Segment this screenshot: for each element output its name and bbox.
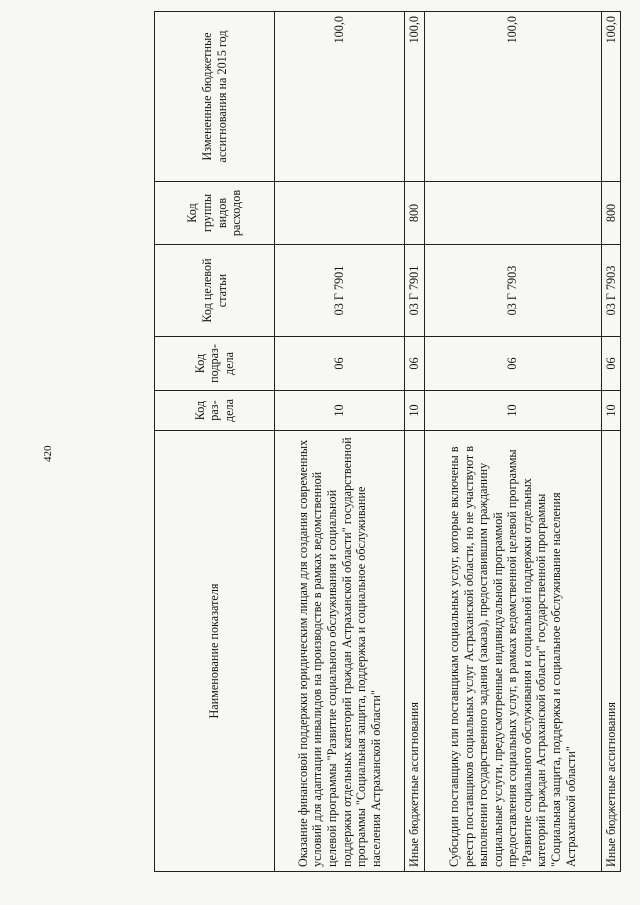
table-row <box>275 12 405 872</box>
header-razdel: Код раз-дела <box>155 391 275 431</box>
cell-amount: 100,0 <box>405 12 425 182</box>
table-header-row <box>155 12 275 872</box>
header-podrazdel: Код подраз-дела <box>155 337 275 391</box>
cell-podrazdel: 06 <box>601 337 621 391</box>
cell-razdel: 10 <box>601 391 621 431</box>
cell-vid: 800 <box>405 182 425 245</box>
page-number: 420 <box>42 445 54 462</box>
cell-name: Иные бюджетные ассигнования <box>601 431 621 872</box>
budget-table <box>154 11 621 872</box>
cell-statya: 03 Г 7903 <box>424 245 601 337</box>
table-row <box>424 12 601 872</box>
header-name: Наименование показателя <box>155 431 275 872</box>
cell-amount: 100,0 <box>424 12 601 182</box>
cell-podrazdel: 06 <box>275 337 405 391</box>
cell-razdel: 10 <box>405 391 425 431</box>
cell-vid <box>275 182 405 245</box>
budget-table-frame <box>154 12 618 872</box>
cell-razdel: 10 <box>275 391 405 431</box>
cell-name: Оказание финансовой поддержки юридическим лицам для создания современных условий для адаптации инвалидов на производстве в рамках ведомственной целевой программы "Развитие социального обслуживания и социальной поддержки отдельных категорий граждан Астраханской области" государственной программы "Социальная защита, поддержка и социальное обслуживание населения Астраханской области" <box>275 431 405 872</box>
cell-podrazdel: 06 <box>424 337 601 391</box>
table-row <box>405 12 425 872</box>
cell-razdel: 10 <box>424 391 601 431</box>
cell-name: Субсидии поставщику или поставщикам социальных услуг, которые включены в реестр поставщиков социальных услуг Астраханской области, но не участвуют в выполнении государственного задания (заказа), предоставившим гражданину социальные услуги, предусмотренные индивидуальной программой предоставления социальных услуг, в рамках ведомственной целевой программы "Развитие социального обслуживания и социальной поддержки отдельных категорий граждан Астраханской области" государственной программы "Социальная защита, поддержка и социальное обслуживание населения Астраханской области" <box>424 431 601 872</box>
cell-podrazdel: 06 <box>405 337 425 391</box>
header-vid: Код группы видов расходов <box>155 182 275 245</box>
table-row <box>601 12 621 872</box>
cell-statya: 03 Г 7903 <box>601 245 621 337</box>
cell-statya: 03 Г 7901 <box>275 245 405 337</box>
cell-name: Иные бюджетные ассигнования <box>405 431 425 872</box>
cell-amount: 100,0 <box>601 12 621 182</box>
cell-vid <box>424 182 601 245</box>
cell-amount: 100,0 <box>275 12 405 182</box>
header-amount: Измененные бюджетные ассигнования на 2015 год <box>155 12 275 182</box>
header-statya: Код целевой статьи <box>155 245 275 337</box>
cell-vid: 800 <box>601 182 621 245</box>
cell-statya: 03 Г 7901 <box>405 245 425 337</box>
